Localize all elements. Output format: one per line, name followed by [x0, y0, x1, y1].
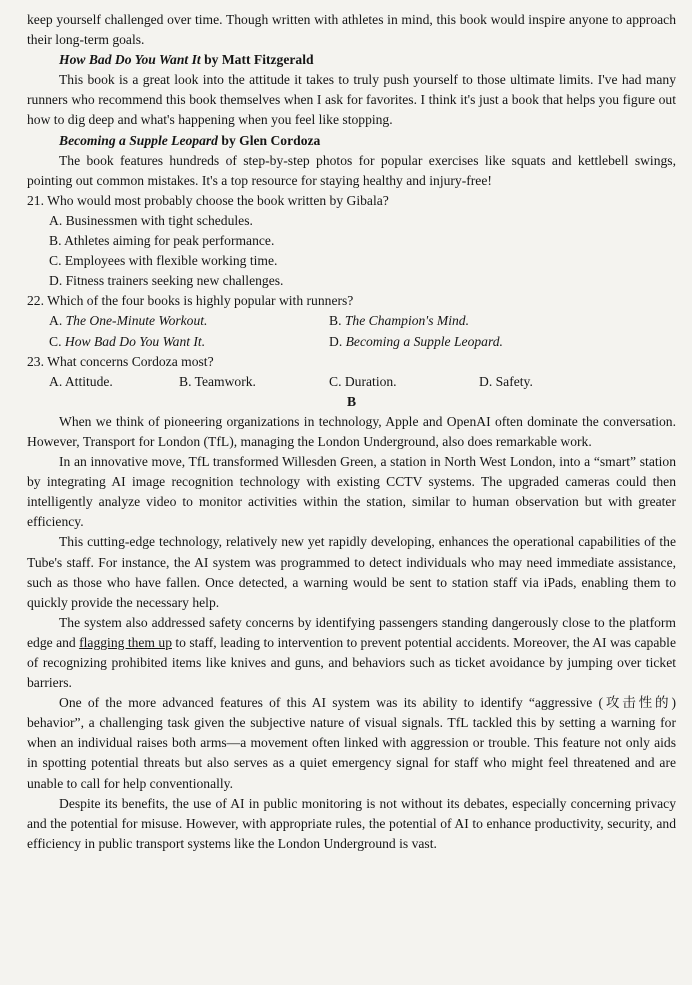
paragraph-1: When we think of pioneering organizations in technology, Apple and OpenAI often dominate the conversation. However, Transport for London (TfL), managing the London Underground, also does remarkable work.	[27, 413, 676, 449]
book-title: Becoming a Supple Leopard	[59, 132, 218, 148]
question-22-stem: 22. Which of the four books is highly popular with runners?	[27, 293, 354, 309]
book-description-2: The book features hundreds of step-by-step photos for popular exercises like squats and kettlebell swings, pointing out common mistakes. It's a top resource for staying healthy and injury-free!	[27, 152, 676, 188]
book-description-1: This book is a great look into the attitude it takes to truly push yourself to those ultimate limits. I've had many runners who recommend this book themselves when I ask for favorites. I think it's just a book that helps you figure out how to dig deep and what's happening when you feel like stopping.	[27, 72, 676, 128]
option-b: B. Teamwork.	[179, 373, 256, 389]
paragraph-5: One of the more advanced features of this AI system was its ability to identify “aggressive (攻击性的) behavior”, a challenging task given the subjective nature of visual signals. TfL tackled this by setting a warning for when an individual raises both arms—a movement often linked with aggression or trouble. This feature not only aids in spotting potential threats but also serves as a quiet emergency signal for staff who might feel threatened and are unable to call for help conventionally.	[27, 695, 676, 791]
option-letter: A.	[49, 313, 66, 329]
option-d: D. Fitness trainers seeking new challenges.	[49, 273, 284, 289]
question-23-options	[27, 372, 676, 392]
options-row	[49, 372, 676, 392]
option-text: The One-Minute Workout.	[65, 313, 208, 329]
option-text: The Champion's Mind.	[344, 313, 469, 329]
question-22-options	[27, 311, 676, 351]
option-b	[329, 311, 469, 331]
intro-paragraph: keep yourself challenged over time. Though written with athletes in mind, this book would inspire anyone to approach their long-term goals.	[27, 12, 676, 48]
paragraph-text: to staff, leading to intervention to prevent potential accidents. Moreover, the AI was capable of recognizing prohibited items like knives and guns, and behaviors such as ticket avoidance by jumping over ticket barriers.	[27, 634, 676, 691]
option-a	[49, 311, 329, 331]
option-letter: C.	[49, 333, 65, 349]
book-heading-2	[27, 131, 676, 151]
option-c: C. Employees with flexible working time.	[49, 253, 278, 269]
section-heading: B	[346, 393, 357, 409]
option-a: A. Businessmen with tight schedules.	[49, 212, 253, 228]
option-b: B. Athletes aiming for peak performance.	[49, 233, 275, 249]
option-c	[49, 332, 329, 352]
question-21-options	[27, 211, 676, 291]
question-21-stem: 21. Who would most probably choose the book written by Gibala?	[27, 192, 389, 208]
book-author: by Matt Fitzgerald	[204, 52, 314, 68]
option-letter: B.	[329, 313, 345, 329]
options-row	[49, 332, 676, 352]
option-d	[329, 332, 503, 352]
question-23-stem: 23. What concerns Cordoza most?	[27, 353, 214, 369]
option-a: A. Attitude.	[49, 373, 113, 389]
paragraph-text: The system also addressed safety concerns by identifying passengers standing dangerously close to the platform edge and	[27, 614, 676, 650]
underlined-phrase: flagging them up	[79, 634, 172, 650]
book-title: How Bad Do You Want It	[59, 52, 201, 68]
option-letter: D.	[329, 333, 346, 349]
option-text: Becoming a Supple Leopard.	[345, 333, 503, 349]
paragraph-6: Despite its benefits, the use of AI in public monitoring is not without its debates, especially concerning privacy and the potential for misuse. However, with appropriate rules, the potential of AI to enhance productivity, security, and efficiency in public transport systems like the London Underground is vast.	[27, 795, 676, 851]
book-author: by Glen Cordoza	[221, 132, 321, 148]
book-heading-1	[27, 50, 676, 70]
paragraph-3: This cutting-edge technology, relatively new yet rapidly developing, enhances the operational capabilities of the Tube's staff. For instance, the AI system was programmed to detect individuals who may need immediate assistance, such as those who have fallen. Once detected, a warning would be sent to station staff via iPads, enabling them to quickly provide the necessary help.	[27, 534, 676, 610]
options-row	[49, 311, 676, 331]
paragraph-2: In an innovative move, TfL transformed Willesden Green, a station in North West London, into a “smart” station by integrating AI image recognition technology with existing CCTV systems. The upgraded cameras could then intelligently analyze video to monitor activities within the station, similar to human observation but with greater efficiency.	[27, 454, 676, 530]
option-d: D. Safety.	[479, 373, 533, 389]
option-c: C. Duration.	[329, 373, 397, 389]
paragraph-4	[27, 613, 676, 693]
option-text: How Bad Do You Want It.	[64, 333, 206, 349]
